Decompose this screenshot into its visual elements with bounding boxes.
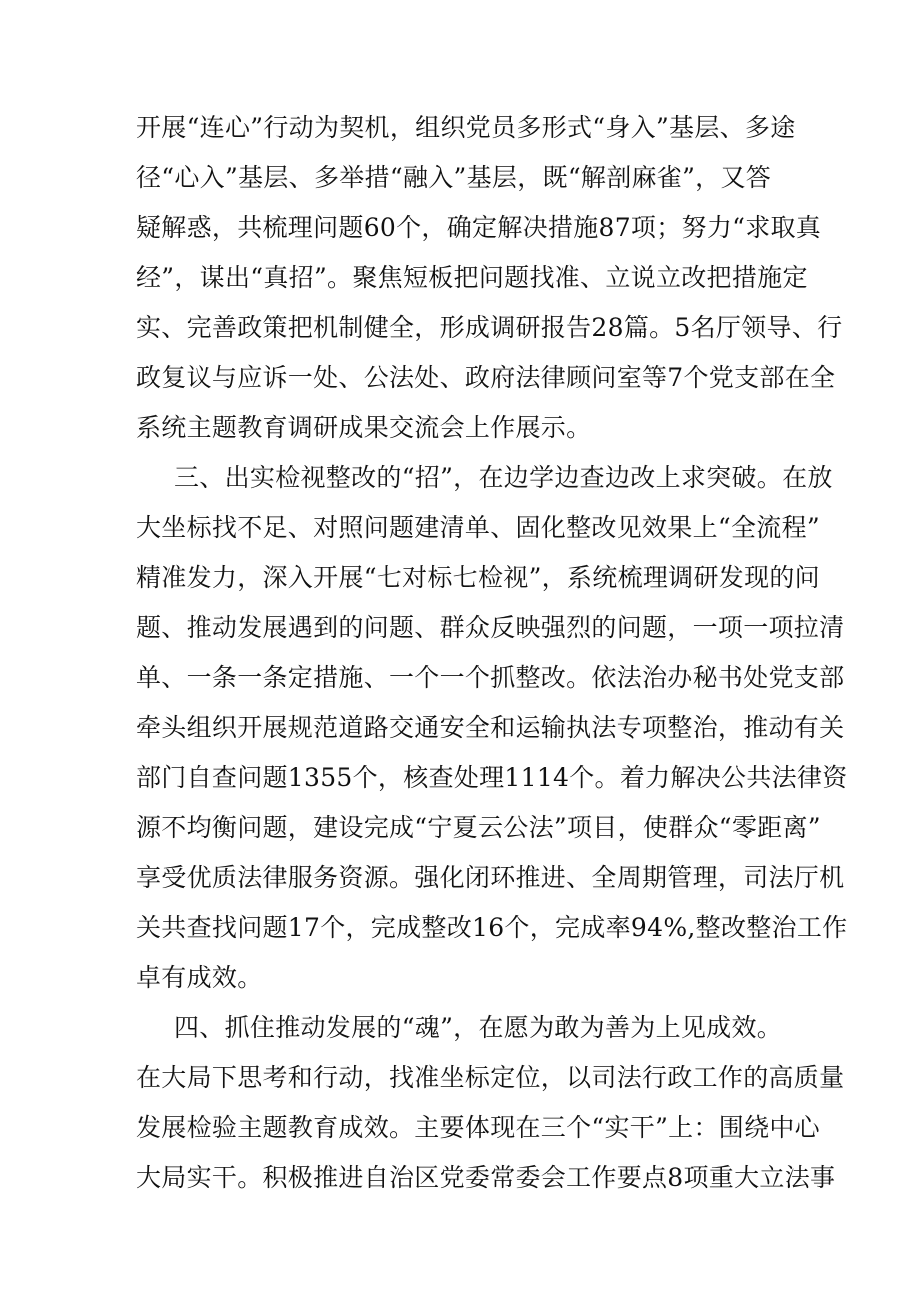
text-line: 系统主题教育调研成果交流会上作展示。 [136, 413, 592, 442]
text-line: 单、一条一条定措施、一个一个抓整改。依法治办秘书处党支部 [136, 663, 845, 692]
text-line: 径“心入”基层、多举措“融入”基层，既“解剖麻雀”，又答 [136, 163, 772, 192]
text-line: 精准发力，深入开展“七对标七检视”，系统梳理调研发现的问 [136, 563, 820, 592]
text-line: 实、完善政策把机制健全，形成调研报告28篇。5名厅领导、行 [136, 313, 843, 342]
text-line: 政复议与应诉一处、公法处、政府法律顾问室等7个党支部在全 [136, 363, 836, 392]
text-line: 疑解惑，共梳理问题60个，确定解决措施87项；努力“求取真 [136, 213, 822, 242]
text-line: 关共查找问题17个，完成整改16个，完成率94%,整改整治工作 [136, 913, 848, 942]
section-heading-four: 四、抓住推动发展的“魂”，在愿为敢为善为上见成效。 [174, 1013, 783, 1042]
text-line: 享受优质法律服务资源。强化闭环推进、全周期管理，司法厅机 [136, 863, 845, 892]
text-line: 大局实干。积极推进自治区党委常委会工作要点8项重大立法事 [136, 1163, 836, 1192]
text-line: 题、推动发展遇到的问题、群众反映强烈的问题，一项一项拉清 [136, 613, 845, 642]
text-line: 经”，谋出“真招”。聚焦短板把问题找准、立说立改把措施定 [136, 263, 808, 292]
text-line: 发展检验主题教育成效。主要体现在三个“实干”上：围绕中心 [136, 1113, 820, 1142]
text-line: 部门自查问题1355个，核查处理1114个。着力解决公共法律资 [136, 763, 848, 792]
text-line: 大坐标找不足、对照问题建清单、固化整改见效果上“全流程” [136, 513, 820, 542]
text-line: 源不均衡问题，建设完成“宁夏云公法”项目，使群众“零距离” [136, 813, 821, 842]
section-heading-three: 三、出实检视整改的“招”，在边学边查边改上求突破。在放 [174, 463, 833, 492]
text-line: 在大局下思考和行动，找准坐标定位，以司法行政工作的高质量 [136, 1063, 845, 1092]
text-line: 开展“连心”行动为契机，组织党员多形式“身入”基层、多途 [136, 113, 796, 142]
text-line: 卓有成效。 [136, 963, 263, 992]
text-line: 牵头组织开展规范道路交通安全和运输执法专项整治，推动有关 [136, 713, 845, 742]
